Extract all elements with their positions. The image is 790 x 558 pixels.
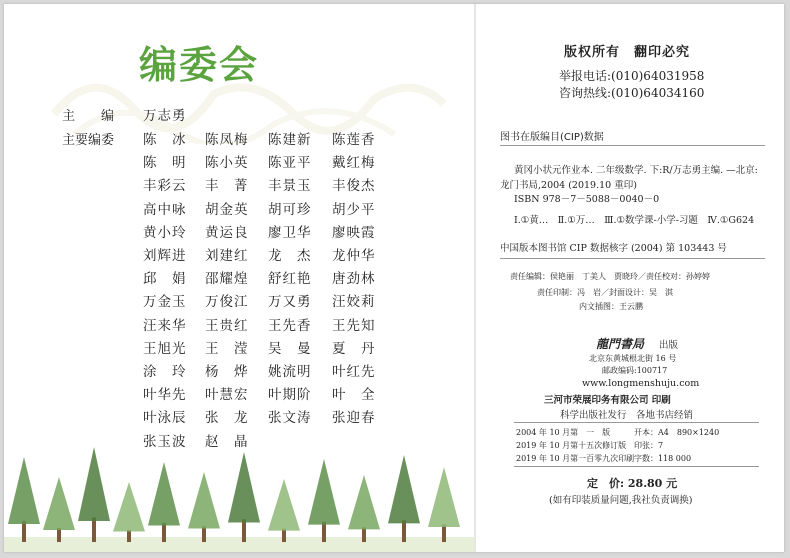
consult-phone: 咨询热线:(010)64034160	[559, 86, 705, 100]
edition-1: 2004 年 10 月第 一 版	[516, 428, 611, 437]
publisher-logo: 龍門書局	[596, 337, 645, 351]
member-name: 陈 冰	[143, 132, 187, 148]
member-name: 唐劲林	[332, 271, 376, 288]
cip-title: 图书在版编目(CIP)数据	[500, 132, 604, 143]
member-name: 叶华先	[143, 387, 187, 404]
forest-illustration	[4, 432, 474, 552]
sheets: 印张：7	[634, 441, 664, 450]
format: 开本：A4 890×1240	[634, 428, 720, 437]
member-name: 汪姣莉	[332, 294, 376, 311]
copyright-notice: 版权所有 翻印必究	[564, 45, 691, 60]
member-name: 刘辉进	[143, 248, 187, 264]
publisher-website: www.longmenshuju.com	[582, 378, 700, 389]
members-label: 主要编委	[62, 133, 115, 148]
member-name: 万金玉	[143, 294, 187, 311]
cip-line-2: 龙门书局,2004 (2019.10 重印)	[500, 180, 637, 191]
member-name: 龙仲华	[332, 248, 376, 264]
staff-production: 责任印制：冯 岩／封面设计：吴 淇	[537, 288, 673, 297]
member-name: 杨 烨	[205, 364, 249, 380]
member-name: 邱 娟	[143, 271, 187, 288]
member-name: 胡金英	[205, 201, 249, 218]
page-title: 编委会	[139, 43, 260, 87]
member-name: 叶泳辰	[143, 410, 187, 427]
report-phone: 举报电话:(010)64031958	[559, 69, 705, 83]
member-name: 吴 曼	[268, 340, 312, 357]
member-name: 陈 明	[143, 155, 187, 172]
member-name: 汪来华	[143, 317, 187, 334]
publisher-suffix: 出版	[659, 340, 679, 351]
member-name: 戴红梅	[332, 155, 376, 172]
member-name: 姚流明	[268, 364, 312, 380]
staff-editors: 责任编辑：侯艳丽 丁美人 贾晓玲／责任校对：孙婷婷	[510, 272, 710, 281]
member-name: 邵耀煌	[205, 271, 249, 288]
cip-number: 中国版本图书馆 CIP 数据核字 (2004) 第 103443 号	[500, 243, 727, 254]
divider	[500, 145, 765, 146]
member-name: 黄小玲	[143, 224, 187, 241]
member-name: 叶期阶	[268, 387, 312, 404]
member-name: 王先香	[268, 317, 312, 334]
member-name: 高中咏	[143, 201, 187, 218]
member-name: 丰景玉	[268, 178, 312, 195]
member-name: 廖卫华	[268, 224, 312, 241]
chief-editor-label: 主 编	[62, 109, 115, 124]
edition-2: 2019 年 10 月第十五次修订版	[516, 441, 627, 450]
cip-line-1: 黄冈小状元作业本. 二年级数学. 下:R/万志勇主编. —北京:	[514, 165, 758, 176]
book-spread	[4, 4, 784, 552]
member-name: 陈凤梅	[205, 132, 249, 148]
cip-classification: Ⅰ.①黄… Ⅱ.①万… Ⅲ.①数学课-小学-习题 Ⅳ.①G624	[514, 215, 755, 226]
member-name: 王先知	[332, 317, 376, 334]
member-name: 叶红先	[332, 364, 376, 380]
price: 定 价: 28.80 元	[587, 477, 678, 490]
member-name: 夏 丹	[332, 340, 376, 357]
member-name: 王旭光	[143, 340, 187, 357]
divider	[514, 466, 759, 467]
member-name: 王 滢	[205, 340, 249, 357]
publisher-postcode: 邮政编码:100717	[602, 366, 668, 375]
chief-editor-name: 万志勇	[143, 108, 187, 124]
member-name: 胡少平	[332, 201, 376, 218]
member-name: 张 龙	[205, 410, 249, 427]
divider	[514, 422, 759, 423]
member-name: 张文涛	[268, 410, 312, 427]
member-name: 陈亚平	[268, 155, 312, 172]
member-name: 叶 全	[332, 387, 376, 404]
member-name: 黄运良	[205, 224, 249, 241]
member-name: 叶慧宏	[205, 387, 249, 404]
printer: 三河市荣展印务有限公司 印刷	[544, 395, 671, 406]
page-gutter	[474, 4, 476, 552]
member-name: 丰 菁	[205, 178, 249, 195]
member-name: 张迎春	[332, 410, 376, 427]
member-name: 陈建新	[268, 132, 312, 148]
member-name: 丰彩云	[143, 178, 187, 195]
member-name: 张玉波	[143, 433, 187, 450]
cip-isbn: ISBN 978－7－5088－0040－0	[514, 194, 660, 205]
member-name: 舒红艳	[268, 271, 312, 288]
publisher-address: 北京东黄城根北街 16 号	[589, 354, 677, 363]
quality-notice: (如有印装质量问题,我社负责调换)	[549, 495, 693, 506]
staff-illustration: 内文插图：王云鹏	[579, 302, 643, 311]
member-name: 廖映霞	[332, 224, 376, 241]
member-name: 赵 晶	[205, 433, 249, 450]
member-name: 胡可珍	[268, 201, 312, 218]
member-name: 万俊江	[205, 294, 249, 311]
member-name: 丰俊杰	[332, 178, 376, 195]
word-count: 字数：118 000	[634, 454, 692, 463]
member-name: 涂 玲	[143, 364, 187, 380]
member-name: 王贵红	[205, 317, 249, 334]
member-name: 龙 杰	[268, 248, 312, 264]
member-name: 刘建红	[205, 248, 249, 264]
distributor: 科学出版社发行 各地书店经销	[560, 410, 694, 421]
member-name: 陈小英	[205, 155, 249, 172]
member-name: 陈莲香	[332, 132, 376, 148]
edition-3: 2019 年 10 月第一百零九次印刷	[516, 454, 635, 463]
divider	[500, 258, 765, 259]
member-name: 万又勇	[268, 294, 312, 311]
